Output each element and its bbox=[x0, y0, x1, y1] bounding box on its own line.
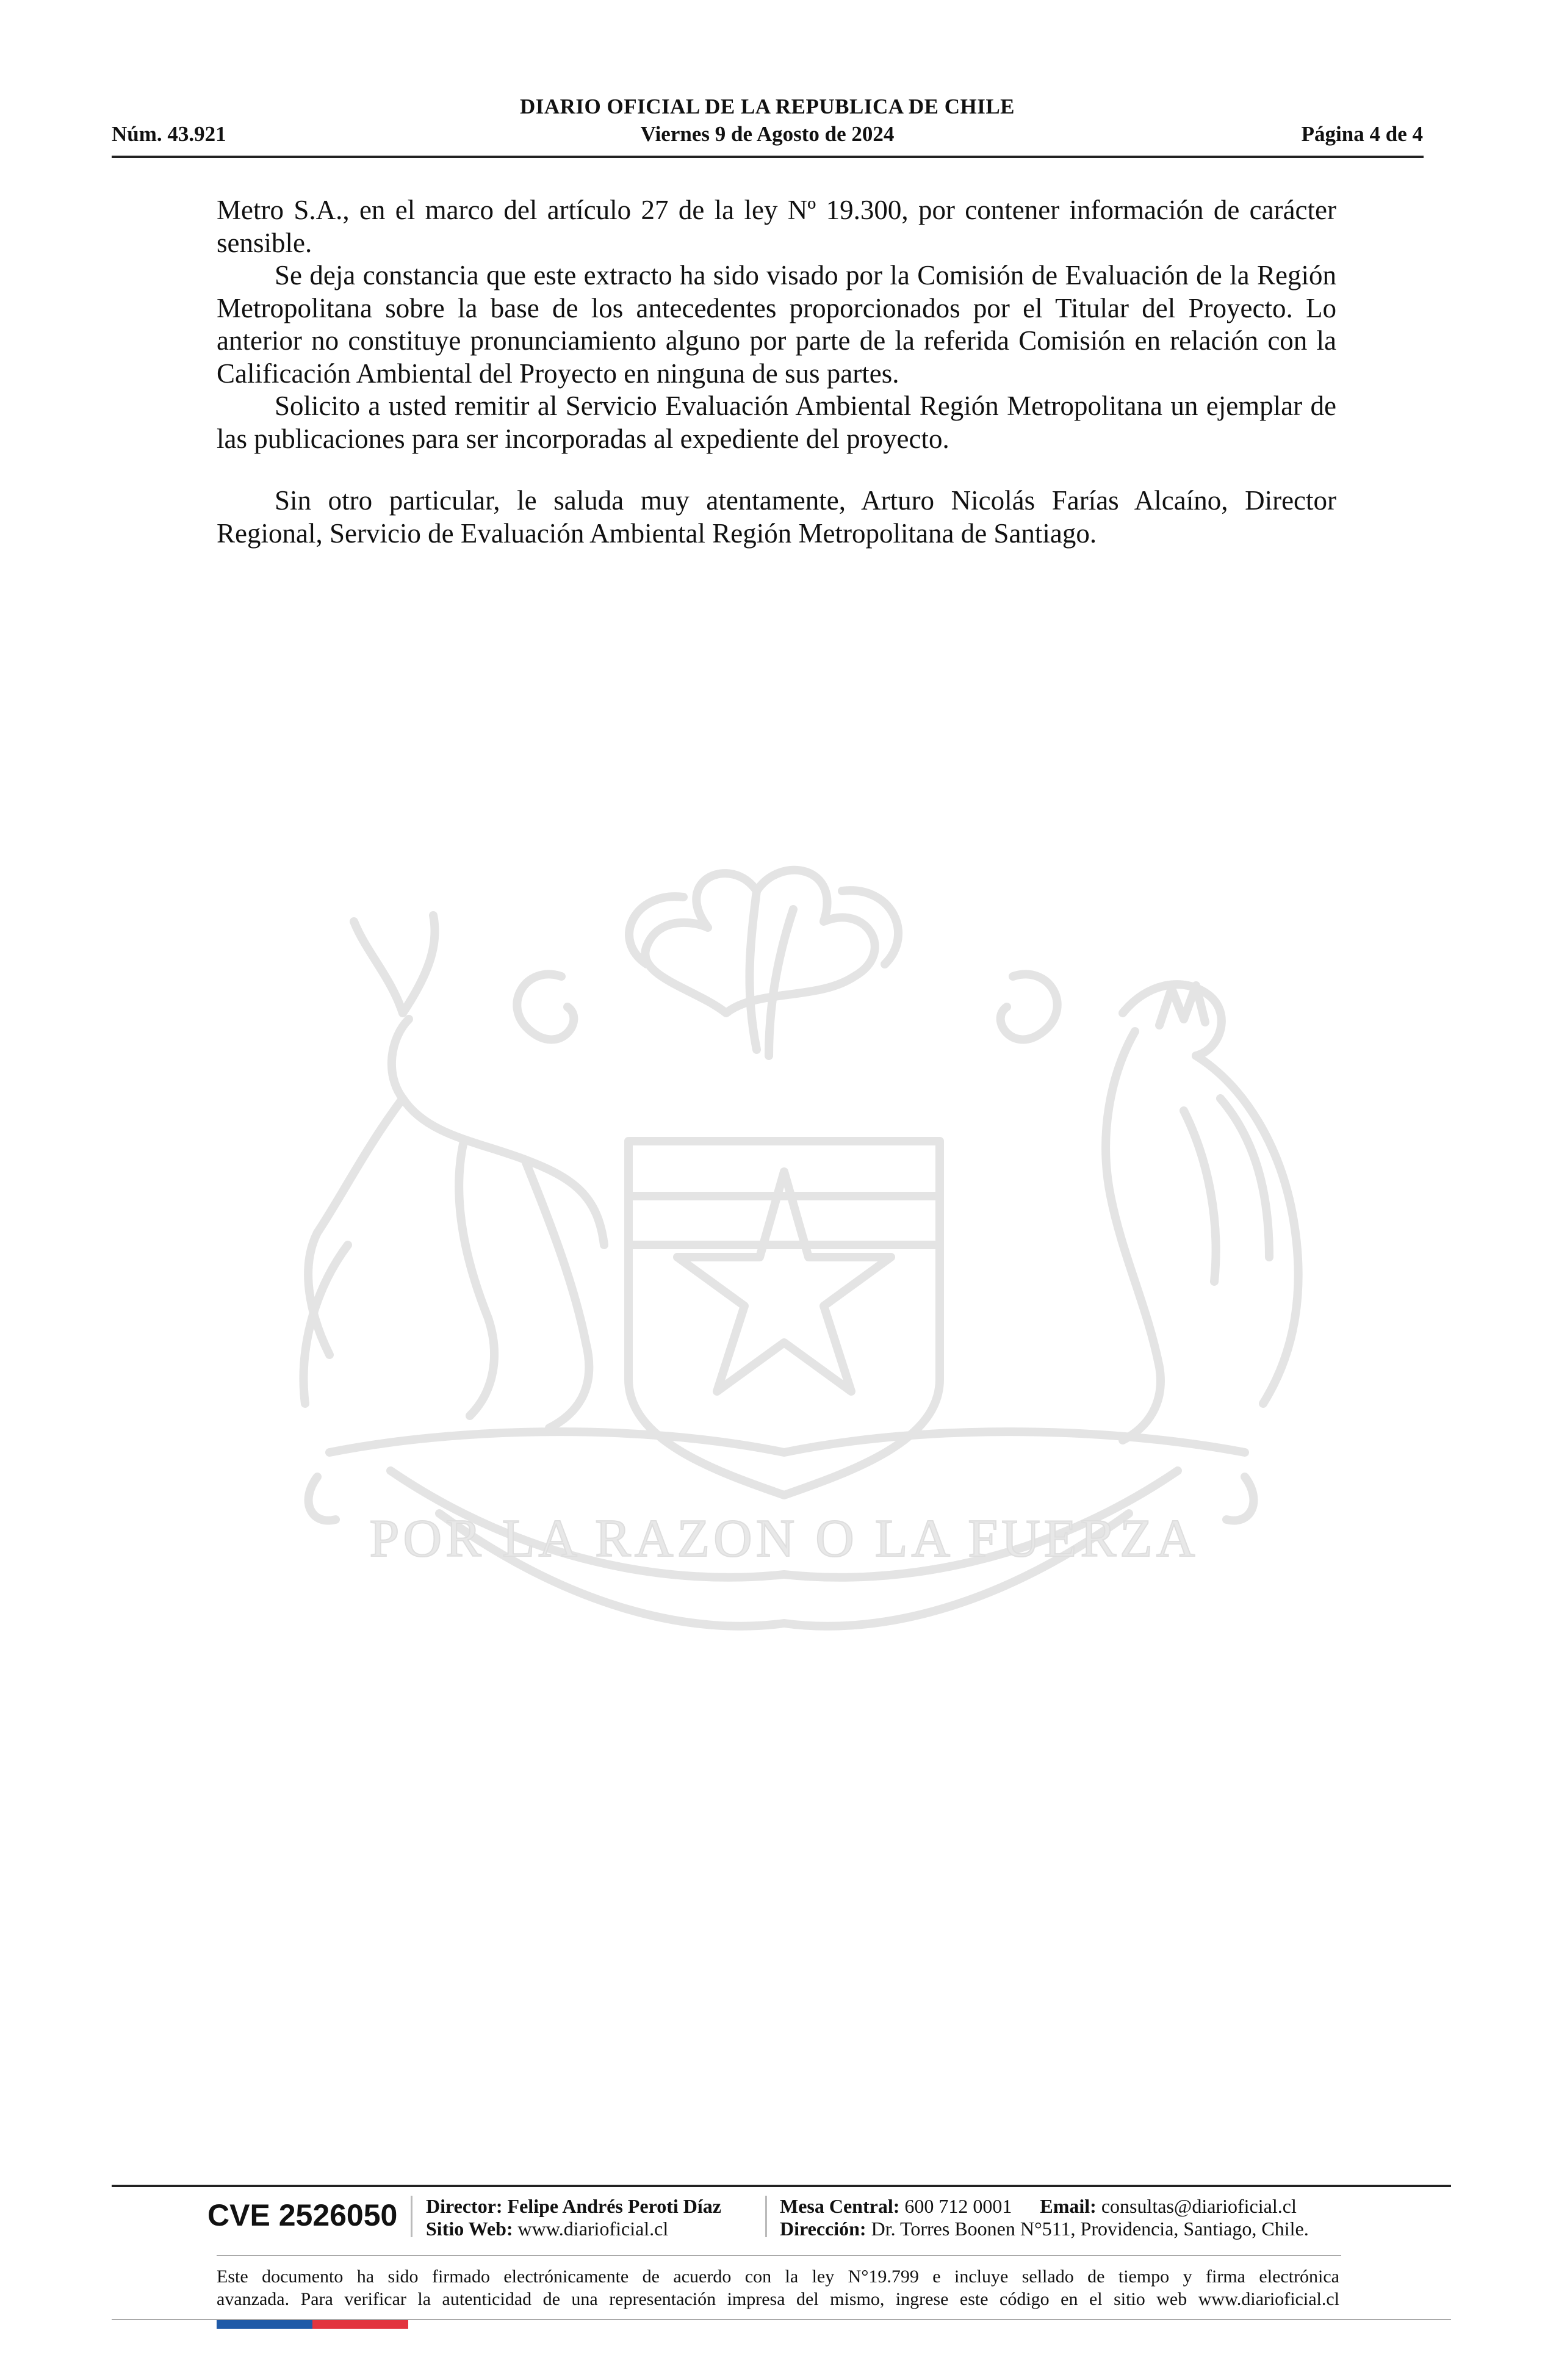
footer-credits bbox=[426, 2195, 721, 2240]
signature-notice bbox=[217, 2265, 1339, 2310]
address-label: Dirección: bbox=[780, 2218, 866, 2240]
header-divider bbox=[112, 156, 1424, 158]
address-line bbox=[780, 2218, 1309, 2240]
issue-date: Viernes 9 de Agosto de 2024 bbox=[640, 122, 895, 146]
contact-line bbox=[780, 2195, 1309, 2218]
gazette-title: DIARIO OFICIAL DE LA REPUBLICA DE CHILE bbox=[519, 95, 1015, 118]
issue-number: Núm. 43.921 bbox=[112, 122, 226, 146]
body-paragraph-3: Solicito a usted remitir al Servicio Evaluación Ambiental Región Metropolitana un ejemplar de las publicaciones para ser incorporadas al expediente del proyecto. bbox=[217, 391, 1336, 454]
footer-separator bbox=[765, 2196, 767, 2237]
footer-separator bbox=[411, 2196, 412, 2237]
signature-notice-line-1: Este documento ha sido firmado electrónicamente de acuerdo con la ley N°19.799 e incluye sellado de tiempo y firma electrónica bbox=[217, 2266, 1339, 2287]
footer-divider-mid bbox=[217, 2255, 1341, 2256]
flag-stripe-red bbox=[312, 2320, 408, 2329]
phone-label: Mesa Central: bbox=[780, 2195, 900, 2217]
website-label: Sitio Web: bbox=[426, 2218, 513, 2240]
director-line bbox=[426, 2195, 721, 2218]
body-paragraph-2: Se deja constancia que este extracto ha sido visado por la Comisión de Evaluación de la Región Metropolitana sobre la base de los antecedentes proporcionados por el Titular del Proyecto. Lo anterior no constituye pronunciamiento alguno por parte de la referida Comisión en relación con la Calificación Ambiental del Proyecto en ninguna de sus partes. bbox=[217, 260, 1336, 389]
signature-notice-line-2: avanzada. Para verificar la autenticidad de una representación impresa del mismo, ingrese este código en el sitio web www.diarioficial.cl bbox=[217, 2289, 1339, 2309]
coat-of-arms-watermark bbox=[207, 854, 1355, 1666]
email-link[interactable]: consultas@diarioficial.cl bbox=[1101, 2195, 1297, 2217]
footer-divider-top bbox=[112, 2185, 1451, 2187]
phone-number: 600 712 0001 bbox=[904, 2195, 1012, 2217]
cve-code: CVE 2526050 bbox=[207, 2198, 398, 2232]
flag-stripe-blue bbox=[217, 2320, 312, 2329]
footer-contact bbox=[780, 2195, 1309, 2240]
watermark-motto: POR LA RAZON O LA FUERZA bbox=[369, 1509, 1199, 1568]
page-indicator: Página 4 de 4 bbox=[1301, 122, 1423, 146]
director-label: Director: bbox=[426, 2195, 503, 2217]
address-value: Dr. Torres Boonen N°511, Providencia, Santiago, Chile. bbox=[871, 2218, 1309, 2240]
body-paragraph-1: Metro S.A., en el marco del artículo 27 de la ley Nº 19.300, por contener información de carácter sensible. bbox=[217, 195, 1336, 258]
email-label: Email: bbox=[1040, 2195, 1097, 2217]
website-line bbox=[426, 2218, 721, 2240]
document-body bbox=[217, 194, 1336, 550]
closing-paragraph: Sin otro particular, le saluda muy atentamente, Arturo Nicolás Farías Alcaíno, Director Regional, Servicio de Evaluación Ambiental Región Metropolitana de Santiago. bbox=[217, 485, 1336, 549]
website-link[interactable]: www.diarioficial.cl bbox=[517, 2218, 669, 2240]
director-name: Felipe Andrés Peroti Díaz bbox=[507, 2195, 721, 2217]
